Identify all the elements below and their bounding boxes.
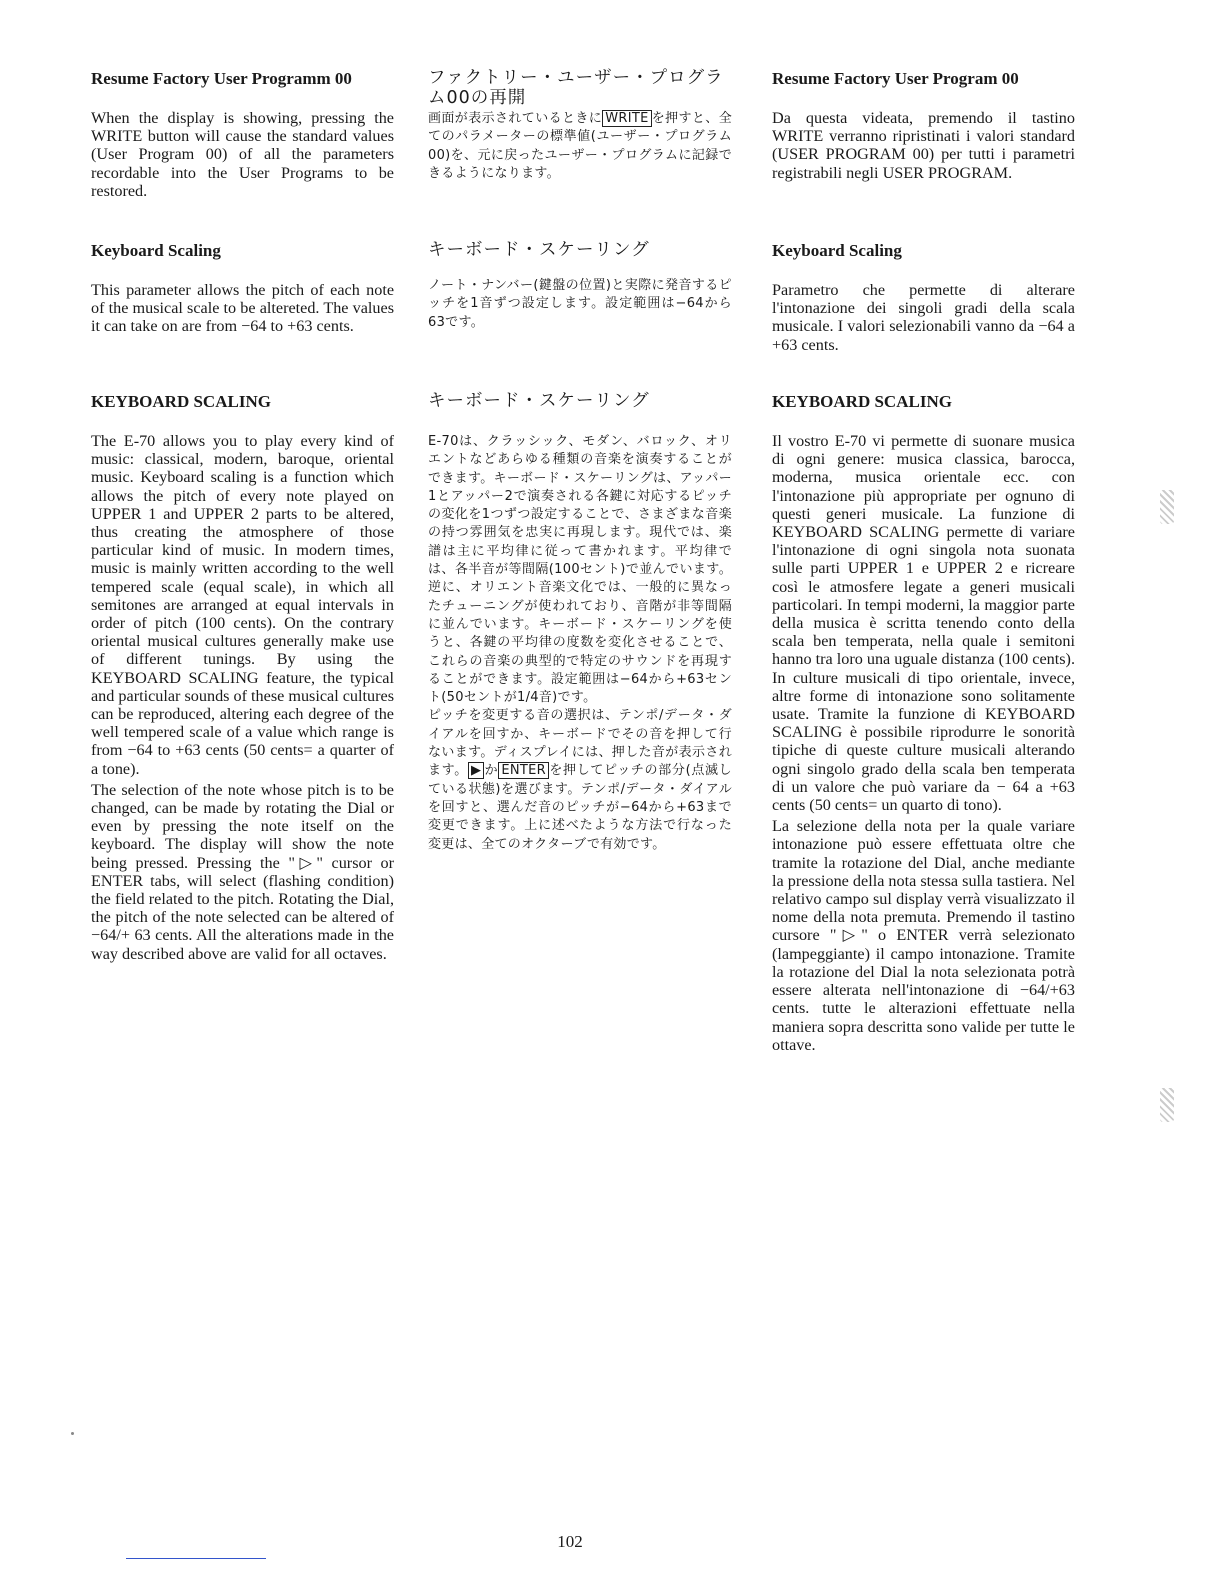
arrow-right-icon: ▶	[468, 762, 484, 779]
en-keyboard-scaling-long-section	[91, 391, 394, 963]
ja-resume-heading: ファクトリー・ユーザー・プログラム00の再開	[428, 68, 724, 108]
ja-para2-a: ピッチを変更する音の選択は、テンポ/データ・ダイアルを回すか、キーボードでその音を押して行ないます。ディスプレイには、押した音が表示されます。	[428, 708, 732, 779]
en-ks-long-heading: KEYBOARD SCALING	[91, 392, 271, 411]
en-resume-section	[91, 68, 394, 200]
it-resume-section	[772, 68, 1075, 182]
enter-key-label: ENTER	[498, 762, 549, 779]
ja-para2-b: か	[484, 763, 499, 779]
scan-speck	[1160, 1088, 1174, 1122]
en-ks-short-text: This parameter allows the pitch of each note of the musical scale to be altereted. The values it can take on are from −64 to +63 cents.	[91, 281, 394, 336]
en-keyboard-scaling-short-section	[91, 240, 394, 336]
scan-speck	[1160, 490, 1174, 524]
en-ks-long-para1: The E-70 allows you to play every kind of music: classical, modern, baroque, oriental music. Keyboard scaling is a function which allows the pitch of every note played on UPPER 1 and UPPER 2 parts to be altered, thus creating the atmosphere of those particular kind of music. In modern times, music is mainly written according to the well tempered scale (equal scale), in which all semitones are arranged at equal intervals in order of pitch (100 cents). On the contrary oriental musical cultures generally make use of different tunings. By using the KEYBOARD SCALING feature, the typical and particular sounds of these musical cultures can be reproduced, altering each degree of the well tempered scale of a value which range is from −64 to +63 cents (50 cents= a quarter of a tone).	[91, 432, 394, 778]
ja-resume-text	[428, 110, 732, 183]
it-ks-long-para2: La selezione della nota per la quale variare intonazione può essere effettuata oltre che tramite la rotazione del Dial, anche mediante la pressione della nota stessa sulla tastiera. Nel relativo campo sul display verrà visualizzato il nome della nota premuta. Premendo il tastino cursore "▷" o ENTER verrà selezionato (lampeggiante) il campo intonazione. Tramite la rotazione del Dial la nota selezionata potrà essere alterata nell'intonazione di −64/+63 cents. tutte le alterazioni effettuate nella maniera sopra descritta sono valide per tutte le ottave.	[772, 817, 1075, 1054]
ja-resume-text-a: 画面が表示されているときに	[428, 111, 603, 126]
ja-ks-long-para1: E-70は、クラッシック、モダン、バロック、オリエントなどあらゆる種類の音楽を演奏することができます。キーボード・スケーリングは、アッパー1とアッパー2で演奏される各鍵に対応するピッチの変化を1つずつ設定することで、さまざまな音楽の持つ雰囲気を忠実に再現します。現代では、楽譜は主に平均律に従って書かれます。平均律では、各半音が等間隔(100セント)で並んでいます。逆に、オリエント音楽文化では、一般的に異なったチューニングが使われており、音階が非等間隔に並んでいます。キーボード・スケーリングを使うと、各鍵の平均律の度数を変化させることで、これらの音楽の典型的で特定のサウンドを再現することができます。設定範囲は−64から+63セント(50セントが1/4音)です。	[428, 434, 732, 706]
it-ks-long-para1: Il vostro E-70 vi permette di suonare musica di ogni genere: musica classica, barocca, moderna, musica orientale ecc. con l'intonazione più appropriate per ognuno di questi generi musicale. La funzione di KEYBOARD SCALING permette di variare l'intonazione di ogni singola nota suonata sulle parti UPPER 1 e UPPER 2 e ricreare così le atmosfere legate a generi musicali particolari. In tempi moderni, la maggior parte della musica è scritta tenendo conto della scala ben temperata, nella quale i semitoni hanno tra loro una uguale distanza (100 cents). In culture musicali di tipo orientale, invece, altre forme di intonazione sono solitamente usate. Tramite la funzione di KEYBOARD SCALING è possibile riprodurre le sonorità tipiche di queste culture musicali alterando ogni singolo grado della scala ben temperata di un valore che può variare da − 64 a +63 cents (50 cents= un quarto di tono).	[772, 432, 1075, 815]
ja-keyboard-scaling-short-section	[428, 240, 732, 332]
ja-para2-c: を押してピッチの部分(点滅している状態)を選びます。テンポ/データ・ダイアルを回すと、選んだ音のピッチが−64から+63まで変更できます。上に述べたような方法で行なった変更は、全てのオクターブで有効です。	[428, 763, 732, 852]
it-ks-short-heading: Keyboard Scaling	[772, 241, 902, 260]
en-resume-heading: Resume Factory User Programm 00	[91, 69, 352, 88]
it-ks-short-text: Parametro che permette di alterare l'intonazione dei singoli gradi della scala musicale. I valori selezionabili vanno da −64 a +63 cents.	[772, 281, 1075, 354]
it-keyboard-scaling-long-section	[772, 391, 1075, 1054]
en-ks-short-heading: Keyboard Scaling	[91, 241, 221, 260]
ja-ks-short-text: ノート・ナンバー(鍵盤の位置)と実際に発音するピッチを1音ずつ設定します。設定範囲は−64から63です。	[428, 278, 732, 330]
it-resume-heading: Resume Factory User Program 00	[772, 69, 1019, 88]
ja-ks-long-heading: キーボード・スケーリング	[428, 391, 650, 411]
ja-keyboard-scaling-long-section	[428, 391, 732, 854]
ja-ks-long-para2	[428, 707, 732, 853]
write-key-label: WRITE	[602, 110, 651, 127]
en-resume-text: When the display is showing, pressing the WRITE button will cause the standard values (User Program 00) of all the parameters recordable into the User Programs to be restored.	[91, 109, 394, 200]
ja-resume-text-b: を押すと、全てのパラメーターの標準値(ユーザー・プログラム00)を、元に戻ったユーザー・プログラムに記録できるようになります。	[428, 111, 732, 181]
footer-rule	[126, 1558, 266, 1559]
page-number: 102	[557, 1532, 583, 1551]
it-ks-long-heading: KEYBOARD SCALING	[772, 392, 952, 411]
scan-speck	[71, 1432, 74, 1435]
en-ks-long-para2: The selection of the note whose pitch is to be changed, can be made by rotating the Dial or even by pressing the note itself on the keyboard. The display will show the note being pressed. Pressing the "▷" cursor or ENTER tabs, will select (flashing condition) the field related to the pitch. Rotating the Dial, the pitch of the note selected can be altered of −64/+ 63 cents. All the alterations made in the way described above are valid for all octaves.	[91, 780, 394, 963]
it-resume-text: Da questa videata, premendo il tastino WRITE verranno ripristinati i valori standard (USER PROGRAM 00) per tutti i parametri registrabili negli USER PROGRAM.	[772, 109, 1075, 182]
ja-ks-short-heading: キーボード・スケーリング	[428, 240, 650, 260]
ja-resume-section	[428, 68, 732, 183]
it-keyboard-scaling-short-section	[772, 240, 1075, 354]
